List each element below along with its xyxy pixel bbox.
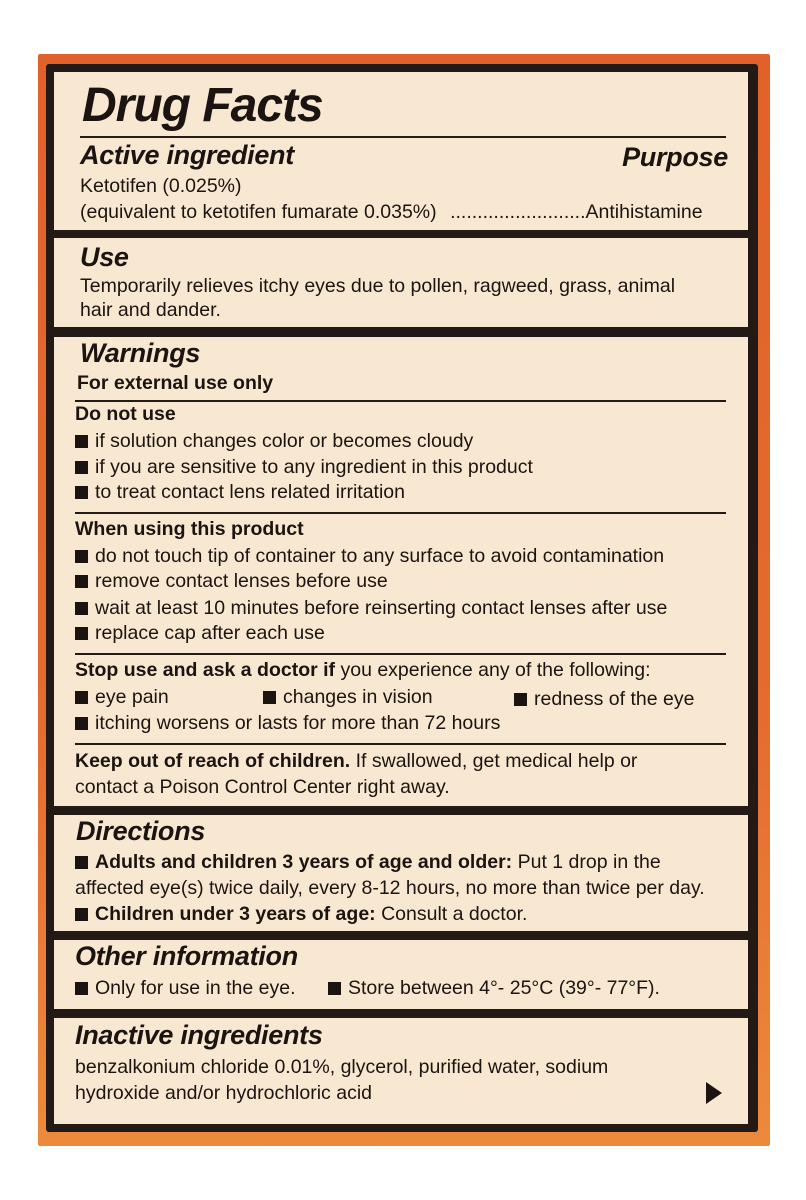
square-bullet-icon <box>75 856 88 869</box>
square-bullet-icon <box>75 550 88 563</box>
title-rule <box>80 136 726 138</box>
warnings-rule-2 <box>75 512 726 514</box>
use-line-2: hair and dander. <box>80 299 221 321</box>
keep-out-line-2: contact a Poison Control Center right away. <box>75 776 450 798</box>
inactive-line-2: hydroxide and/or hydrochloric acid <box>75 1082 372 1104</box>
list-item: wait at least 10 minutes before reinserting contact lenses after use <box>75 596 667 620</box>
when-using-heading: When using this product <box>75 518 304 540</box>
active-ingredient-panel <box>54 72 748 230</box>
use-line-1: Temporarily relieves itchy eyes due to pollen, ragweed, grass, animal <box>80 275 676 297</box>
inactive-ingredients-panel <box>54 1018 748 1124</box>
do-not-use-heading: Do not use <box>75 403 176 425</box>
square-bullet-icon <box>514 693 527 706</box>
warnings-panel <box>54 337 748 806</box>
stop-use-line: Stop use and ask a doctor if you experience any of the following: <box>75 659 651 681</box>
external-use-only: For external use only <box>77 372 274 394</box>
purpose-heading: Purpose <box>622 142 728 172</box>
square-bullet-icon <box>75 627 88 640</box>
page-title: Drug Facts <box>82 79 323 132</box>
list-item: redness of the eye <box>514 687 694 711</box>
directions-panel <box>54 815 748 931</box>
square-bullet-icon <box>75 486 88 499</box>
warnings-rule-3 <box>75 653 726 655</box>
list-item: eye pain <box>75 685 169 709</box>
square-bullet-icon <box>75 602 88 615</box>
other-information-panel <box>54 940 748 1009</box>
keep-out-line-1: Keep out of reach of children. If swallowed, get medical help or <box>75 750 638 772</box>
square-bullet-icon <box>75 575 88 588</box>
inactive-line-1: benzalkonium chloride 0.01%, glycerol, purified water, sodium <box>75 1056 609 1078</box>
square-bullet-icon <box>75 717 88 730</box>
leader-dots: ......................... <box>450 201 586 223</box>
list-item: itching worsens or lasts for more than 72 hours <box>75 711 500 735</box>
purpose-value: Antihistamine <box>585 201 703 223</box>
square-bullet-icon <box>75 908 88 921</box>
list-item: remove contact lenses before use <box>75 569 388 593</box>
square-bullet-icon <box>263 691 276 704</box>
list-item: Store between 4°- 25°C (39°- 77°F). <box>328 976 660 1000</box>
list-item: changes in vision <box>263 685 433 709</box>
active-ingredient-heading: Active ingredient <box>80 140 294 170</box>
directions-adults-line-1: Adults and children 3 years of age and older: Put 1 drop in the <box>75 850 661 874</box>
list-item: Only for use in the eye. <box>75 976 296 1000</box>
list-item: if you are sensitive to any ingredient in this product <box>75 455 533 479</box>
arrow-right-icon <box>706 1082 722 1104</box>
list-item: if solution changes color or becomes cloudy <box>75 429 473 453</box>
use-panel <box>54 238 748 327</box>
list-item: do not touch tip of container to any surface to avoid contamination <box>75 544 664 568</box>
ingredient-equivalent-text: (equivalent to ketotifen fumarate 0.035%) <box>80 201 437 223</box>
directions-adults-line-2: affected eye(s) twice daily, every 8-12 hours, no more than twice per day. <box>75 877 705 899</box>
list-item: to treat contact lens related irritation <box>75 480 405 504</box>
use-heading: Use <box>80 242 129 272</box>
ingredient-name: Ketotifen (0.025%) <box>80 175 242 197</box>
list-item: replace cap after each use <box>75 621 325 645</box>
ingredient-equivalent <box>80 200 703 224</box>
warnings-rule-4 <box>75 743 726 745</box>
other-information-heading: Other information <box>75 941 298 971</box>
inactive-ingredients-heading: Inactive ingredients <box>75 1020 323 1050</box>
directions-heading: Directions <box>76 816 206 846</box>
square-bullet-icon <box>75 435 88 448</box>
square-bullet-icon <box>75 982 88 995</box>
directions-children-line: Children under 3 years of age: Consult a doctor. <box>75 902 527 926</box>
warnings-heading: Warnings <box>80 338 201 368</box>
square-bullet-icon <box>328 982 341 995</box>
square-bullet-icon <box>75 461 88 474</box>
square-bullet-icon <box>75 691 88 704</box>
